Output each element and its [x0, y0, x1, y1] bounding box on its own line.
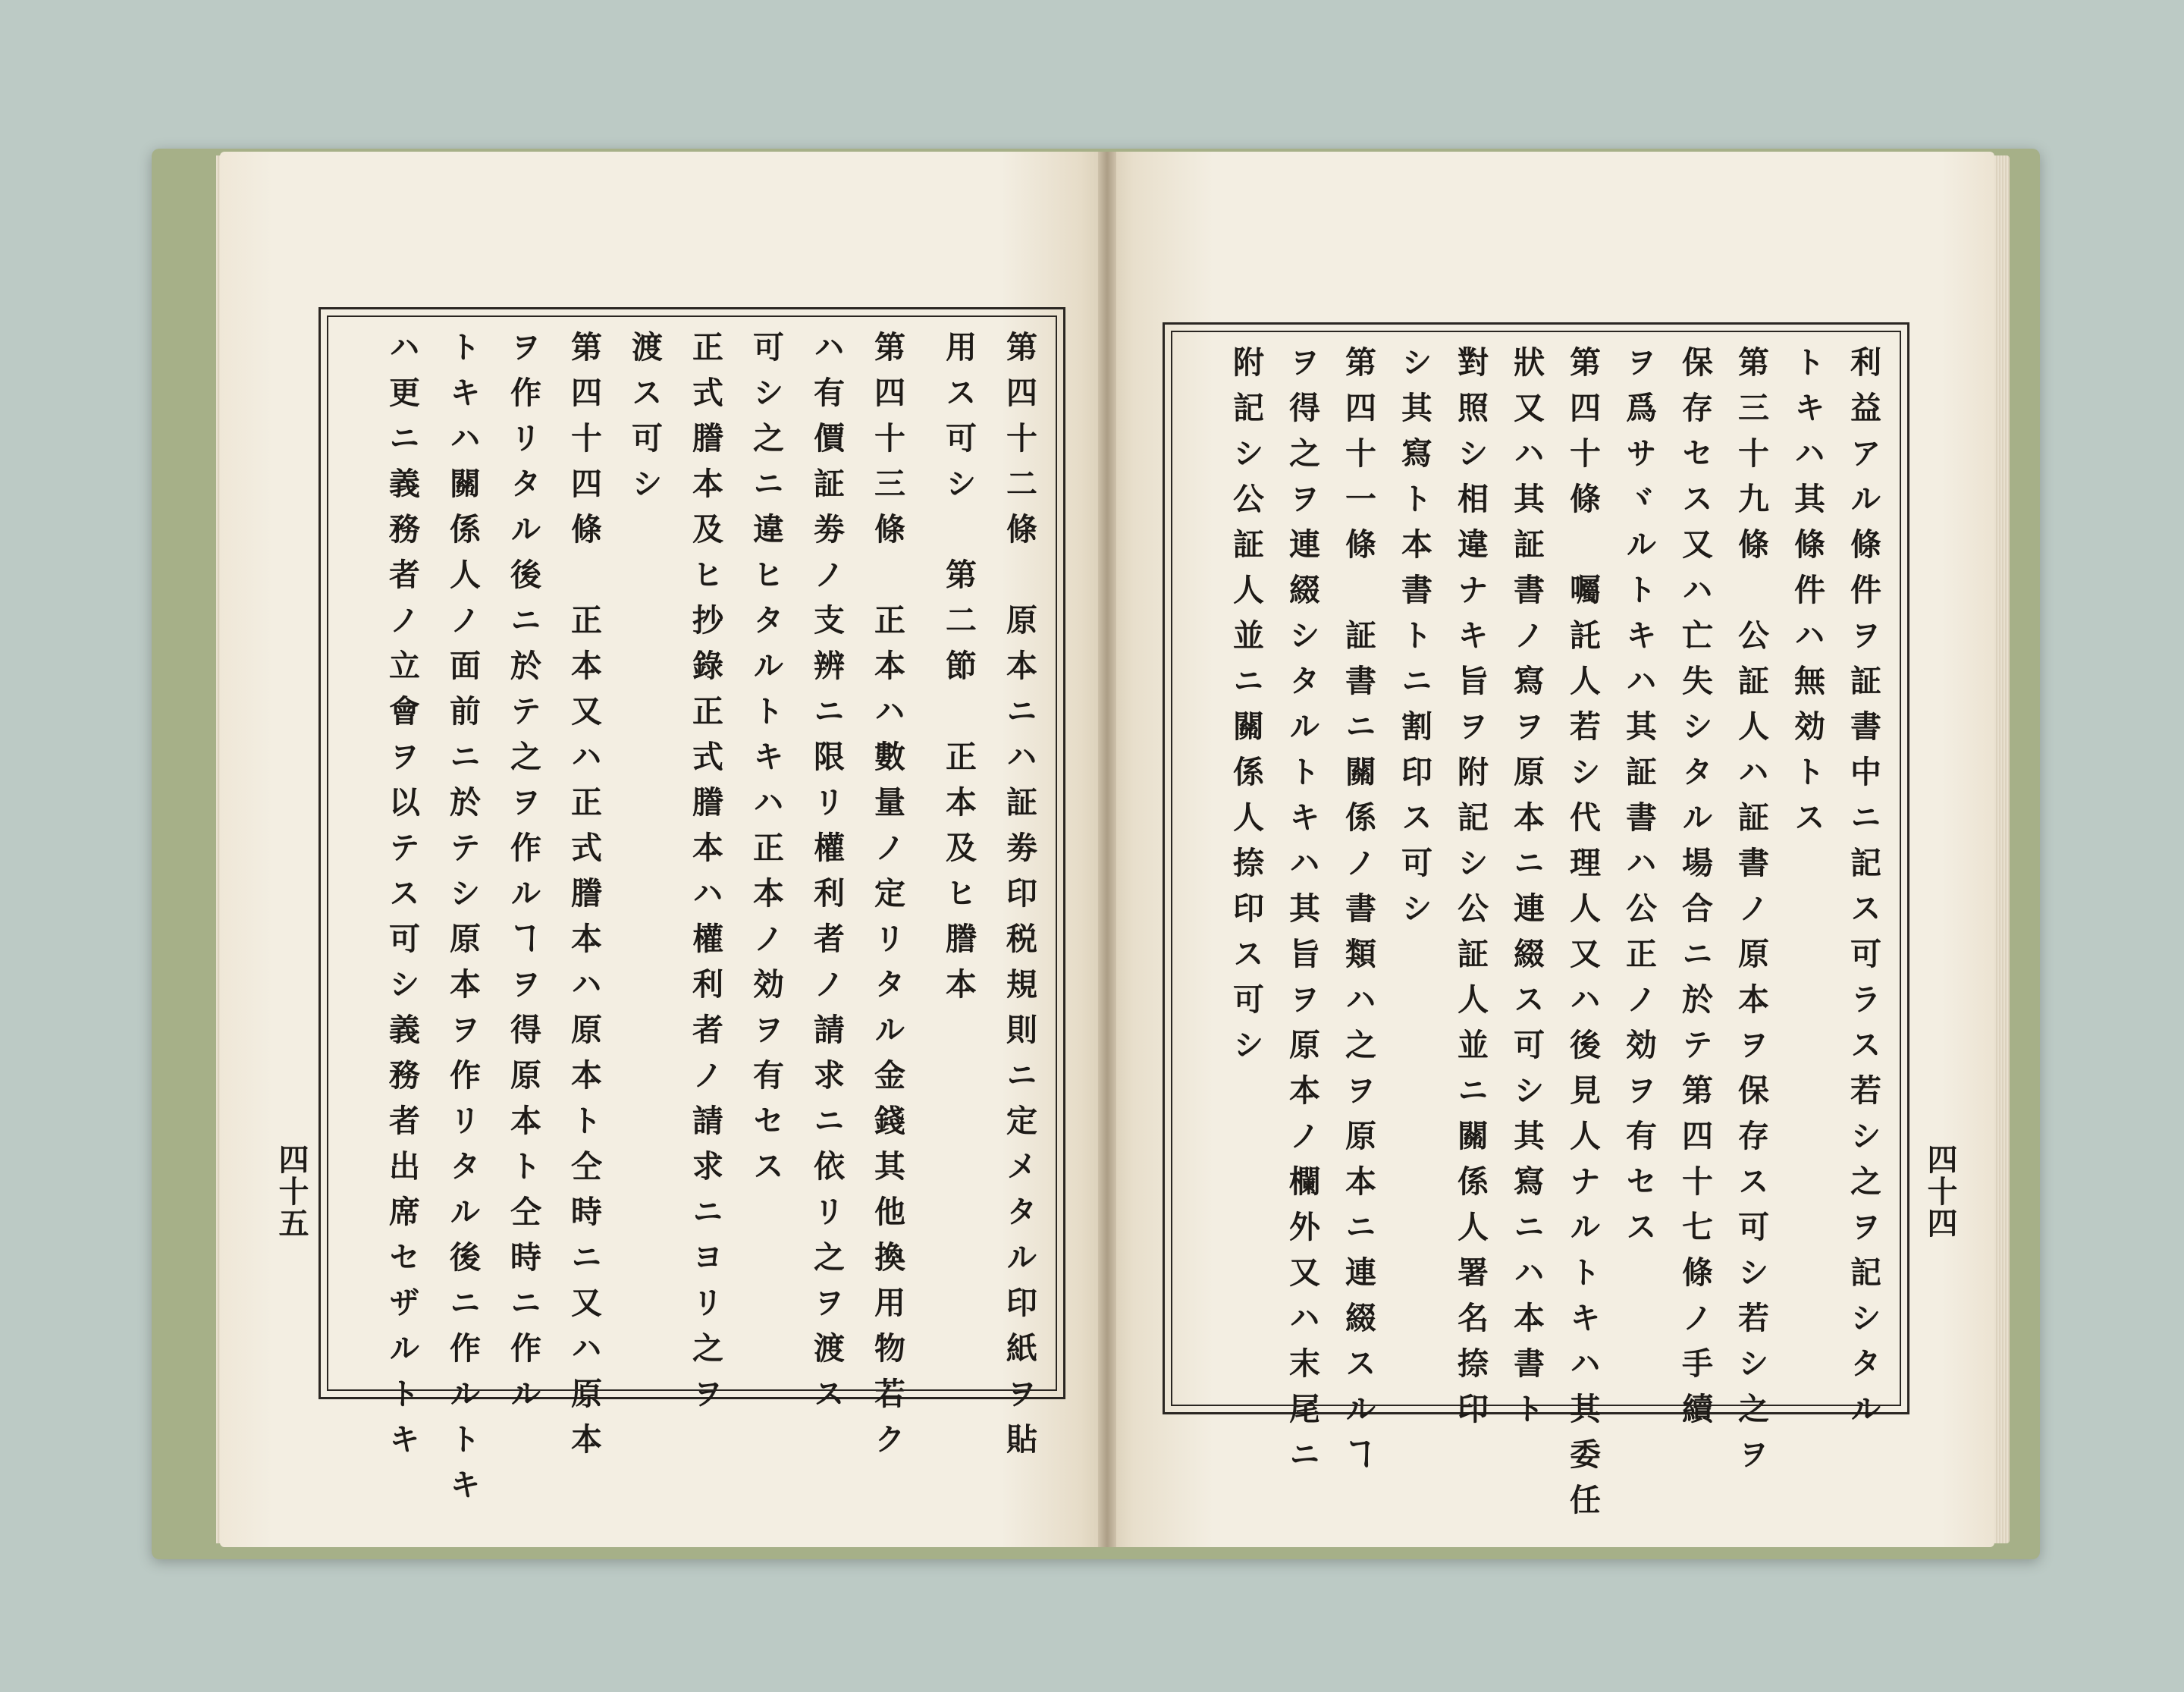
- right-page-columns: [1186, 346, 1886, 1529]
- book-spine: [1098, 152, 1116, 1547]
- right-col-2: トキハ其條件ハ無効トス: [1789, 346, 1825, 846]
- right-col-10: 第四十一條 証書ニ關係ノ書類ハ之ヲ原本ニ連綴スルヿ: [1340, 346, 1376, 1483]
- right-col-9: シ其寫ト本書トニ割印ス可シ: [1396, 346, 1432, 937]
- left-page-columns: [342, 331, 1042, 1514]
- left-col-2: 用ス可シ 第二節 正本及ヒ謄本: [940, 331, 977, 1013]
- left-col-11: ハ更ニ義務者ノ立會ヲ以テス可シ義務者出席セザルトキ: [384, 331, 420, 1468]
- left-col-3: 第四十三條 正本ハ數量ノ定リタル金錢其他換用物若ク: [869, 331, 905, 1468]
- right-col-1: 利益アル條件ヲ証書中ニ記ス可ラス若シ之ヲ記シタル: [1845, 346, 1881, 1438]
- left-page-number: 四十五: [274, 1144, 309, 1239]
- left-col-5: 可シ之ニ違ヒタルトキハ正本ノ効ヲ有セス: [748, 331, 784, 1195]
- right-col-5: ヲ爲サヾルトキハ其証書ハ公正ノ効ヲ有セス: [1621, 346, 1657, 1256]
- left-col-4: ハ有價証劵ノ支辨ニ限リ權利者ノ請求ニ依リ之ヲ渡ス: [808, 331, 845, 1423]
- left-col-6: 正式謄本及ヒ抄錄正式謄本ハ權利者ノ請求ニヨリ之ヲ: [687, 331, 723, 1423]
- right-col-8: 對照シ相違ナキ旨ヲ附記シ公証人並ニ關係人署名捺印: [1452, 346, 1489, 1438]
- left-col-9: ヲ作リタル後ニ於テ之ヲ作ルヿヲ得原本ト仝時ニ作ル: [505, 331, 541, 1423]
- right-col-12: 附記シ公証人並ニ關係人捺印ス可シ: [1228, 346, 1264, 1074]
- left-page-text-frame: [318, 307, 1065, 1514]
- right-page-text-frame: [1163, 322, 1909, 1529]
- left-col-10: トキハ關係人ノ面前ニ於テシ原本ヲ作リタル後ニ作ルトキ: [444, 331, 481, 1514]
- right-col-7: 狀又ハ其証書ノ寫ヲ原本ニ連綴ス可シ其寫ニハ本書ト: [1508, 346, 1545, 1438]
- right-col-3: 第三十九條 公証人ハ証書ノ原本ヲ保存ス可シ若シ之ヲ: [1733, 346, 1769, 1483]
- right-page-number: 四十四: [1922, 1144, 1958, 1239]
- left-col-7: 渡ス可シ: [626, 331, 663, 513]
- left-col-8: 第四十四條 正本又ハ正式謄本ハ原本ト仝時ニ又ハ原本: [566, 331, 602, 1468]
- right-col-11: ヲ得之ヲ連綴シタルトキハ其旨ヲ原本ノ欄外又ハ末尾ニ: [1284, 346, 1320, 1483]
- right-col-4: 保存セス又ハ亡失シタル場合ニ於テ第四十七條ノ手續: [1677, 346, 1713, 1438]
- left-col-1: 第四十二條 原本ニハ証劵印税規則ニ定メタル印紙ヲ貼: [1001, 331, 1037, 1468]
- right-col-6: 第四十條 囑託人若シ代理人又ハ後見人ナルトキハ其委任: [1564, 346, 1601, 1529]
